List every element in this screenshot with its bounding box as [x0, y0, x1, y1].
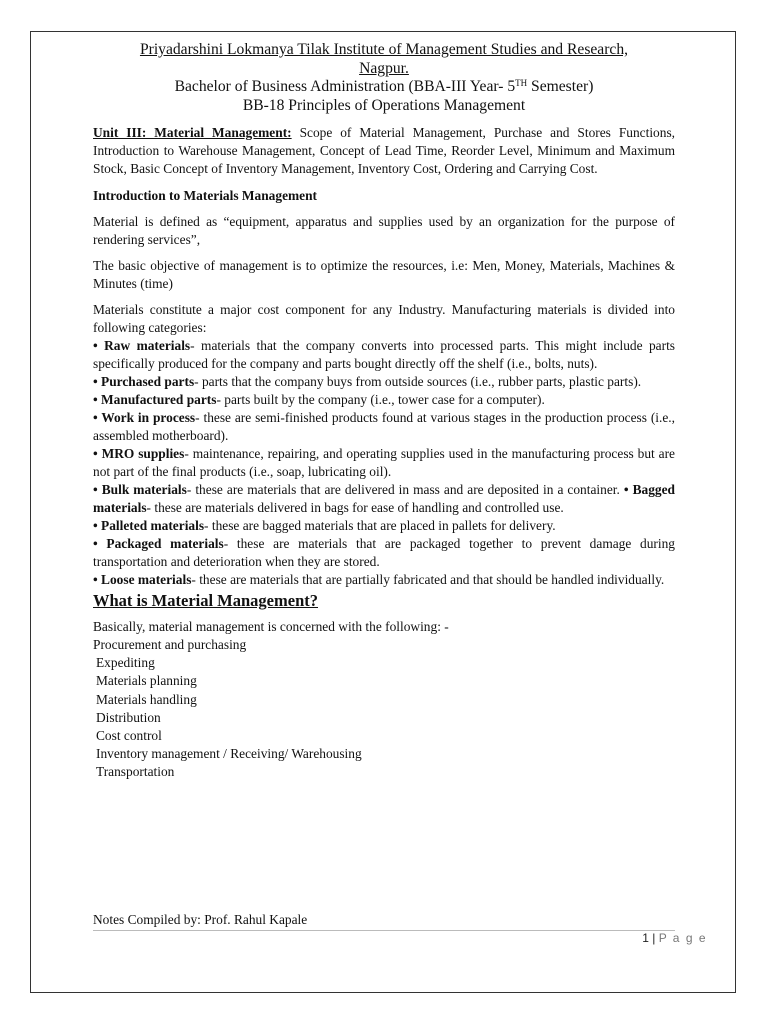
category-term: • Work in process — [93, 410, 196, 425]
page-number — [642, 931, 707, 945]
category-term: • MRO supplies — [93, 446, 185, 461]
page-number-separator: | — [648, 931, 659, 945]
document-body — [93, 41, 675, 782]
category-term: • Palleted materials — [93, 518, 205, 533]
unit-summary — [93, 124, 675, 178]
material-management-heading: What is Material Management? — [93, 591, 318, 610]
list-item — [93, 517, 675, 535]
mm-concerns-list — [93, 636, 675, 782]
category-term: • Bulk materials — [93, 482, 187, 497]
list-item — [93, 481, 675, 517]
list-item — [93, 373, 675, 391]
category-desc: - parts built by the company (i.e., tower case for a computer). — [216, 392, 545, 407]
list-item: Expediting — [96, 655, 155, 671]
definition-paragraph: Material is defined as “equipment, apparatus and supplies used by an organization for the purpose of rendering services”, — [93, 214, 675, 247]
list-item: Materials handling — [96, 691, 197, 707]
program-text: Bachelor of Business Administration (BBA-III Year- 5 — [174, 78, 516, 95]
intro-heading: Introduction to Materials Management — [93, 188, 318, 203]
objective-paragraph: The basic objective of management is to optimize the resources, i.e: Men, Money, Materials, Machines & Minutes (time) — [93, 258, 675, 291]
category-term: • Purchased parts — [93, 374, 195, 389]
list-item: Inventory management / Receiving/ Warehousing — [96, 746, 362, 762]
list-item — [93, 535, 675, 571]
institute-city: Nagpur. — [359, 59, 409, 77]
list-item: Transportation — [96, 764, 175, 780]
document-header — [93, 41, 675, 115]
categories-intro: Materials constitute a major cost component for any Industry. Manufacturing materials is divided into following categories: — [93, 302, 675, 335]
category-term: • Bagged materials — [93, 482, 675, 515]
list-item — [93, 571, 675, 589]
program-line — [93, 78, 675, 97]
category-term: • Manufactured parts — [93, 392, 217, 407]
mm-intro: Basically, material management is concerned with the following: - — [93, 619, 449, 634]
category-desc: - these are semi-finished products found at various stages in the production process (i.e., assembled motherboard). — [93, 410, 676, 443]
compiled-by: Notes Compiled by: Prof. Rahul Kapale — [93, 912, 308, 927]
category-desc: - maintenance, repairing, and operating supplies used in the manufacturing process but are not part of the final products (i.e., soap, lubricating oil). — [93, 446, 675, 479]
list-item — [93, 409, 675, 445]
category-term: • Raw materials — [93, 338, 191, 353]
category-desc: - these are materials that are delivered in mass and are deposited in a container. — [186, 482, 624, 497]
list-item — [93, 445, 675, 481]
institute-name: Priyadarshini Lokmanya Tilak Institute of Management Studies and Research, — [139, 41, 629, 58]
category-desc: - materials that the company converts into processed parts. This might include parts specifically produced for the company and parts bought directly off the shelf (i.e., bolts, nuts). — [93, 338, 675, 371]
list-item — [93, 337, 675, 373]
list-item: Materials planning — [96, 673, 197, 689]
semester-superscript: TH — [515, 78, 528, 88]
program-text-end: Semester) — [527, 78, 594, 95]
category-desc: - these are bagged materials that are placed in pallets for delivery. — [204, 518, 556, 533]
unit-text: Scope of Material Management, Purchase and Stores Functions, Introduction to Warehouse Management, Concept of Lead Time, Reorder Level, Minimum and Maximum Stock, Basic Concept of Inventory Management, Inventory Cost, Ordering and Carrying Cost. — [93, 125, 675, 176]
material-categories — [93, 337, 675, 589]
category-desc: - parts that the company buys from outside sources (i.e., rubber parts, plastic parts). — [194, 374, 642, 389]
category-desc: - these are materials that are packaged together to prevent damage during transportation and deterioration when they are stored. — [93, 536, 675, 569]
page-number-value: 1 — [642, 931, 649, 945]
unit-title: Unit III: Material Management: — [93, 125, 292, 140]
category-desc: - these are materials delivered in bags for ease of handling and controlled use. — [146, 500, 564, 515]
course-title: BB-18 Principles of Operations Management — [242, 96, 526, 114]
footer-divider — [93, 930, 675, 931]
page-footer — [93, 912, 675, 928]
category-term: • Packaged materials — [93, 536, 224, 551]
list-item: Cost control — [96, 728, 162, 744]
list-item: Distribution — [96, 709, 161, 725]
category-desc: - these are materials that are partially fabricated and that should be handled individually. — [191, 572, 665, 587]
list-item: Procurement and purchasing — [93, 637, 247, 652]
category-term: • Loose materials — [93, 572, 192, 587]
page-word: P a g e — [658, 931, 707, 945]
list-item — [93, 391, 675, 409]
